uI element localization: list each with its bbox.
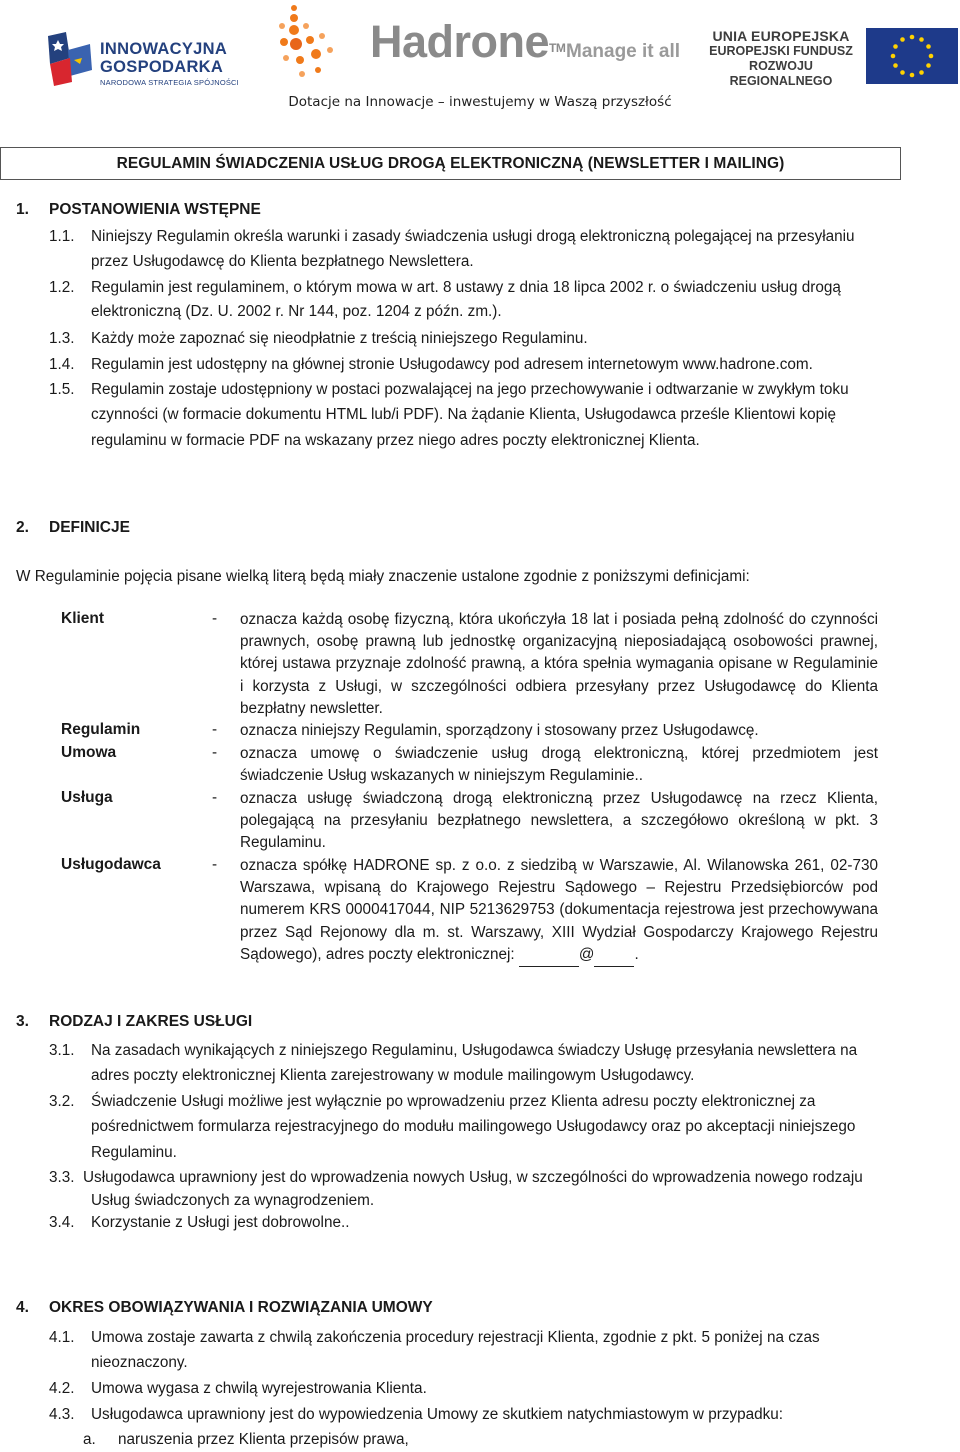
item-4-3-number: 4.3. bbox=[49, 1406, 75, 1423]
definition-text: oznacza niniejszy Regulamin, sporządzony i stosowany przez Usługodawcę. bbox=[240, 722, 759, 739]
email-blank-local bbox=[519, 944, 579, 967]
item-3-2-line: pośrednictwem formularza rejestracyjnego do modułu mailingowego Usługodawcy oraz po akceptacji niniejszego bbox=[91, 1118, 856, 1135]
item-3-3-line: Usług świadczonych za wynagrodzeniem. bbox=[91, 1192, 375, 1209]
item-1-5-line: Regulamin zostaje udostępniony w postaci pozwalającej na jego przechowywanie i odtwarzanie w zwykłym toku bbox=[91, 381, 849, 398]
document-title: REGULAMIN ŚWIADCZENIA USŁUG DROGĄ ELEKTRONICZNĄ (NEWSLETTER I MAILING) bbox=[0, 147, 901, 180]
item-1-5-line: regulaminu w formacie PDF na wskazany przez niego adres poczty elektronicznej Klienta. bbox=[91, 432, 700, 449]
item-3-1-line: adres poczty elektronicznej Klienta zarejestrowany w module mailingowym Usługodawcy. bbox=[91, 1067, 695, 1084]
ue-logo-line1: UNIA EUROPEJSKA bbox=[712, 28, 850, 44]
item-1-1-line: przez Usługodawcę do Klienta bezpłatnego Newslettera. bbox=[91, 253, 474, 270]
eu-fund-logo bbox=[704, 26, 956, 88]
item-1-5-number: 1.5. bbox=[49, 381, 75, 398]
item-1-4-line: Regulamin jest udostępny na głównej stronie Usługodawcy pod adresem internetowym www.hadrone.com. bbox=[91, 356, 813, 373]
item-1-1-number: 1.1. bbox=[49, 228, 75, 245]
definitions-intro: W Regulaminie pojęcia pisane wielką literą będą miały znaczenie ustalone zgodnie z poniższymi definicjami: bbox=[16, 568, 750, 585]
section-1-heading: POSTANOWIENIA WSTĘPNE bbox=[49, 201, 261, 218]
definition-dash: - bbox=[212, 856, 218, 873]
ue-logo-line2: EUROPEJSKI FUNDUSZ bbox=[709, 44, 853, 58]
item-4-3-line: Usługodawca uprawniony jest do wypowiedzenia Umowy ze skutkiem natychmiastowym w przypadku: bbox=[91, 1406, 784, 1423]
hadrone-dots-icon bbox=[272, 2, 368, 82]
section-2-number: 2. bbox=[16, 519, 29, 536]
definition-term: Klient bbox=[61, 610, 105, 627]
item-3-3-number: 3.3. bbox=[49, 1169, 75, 1186]
section-4-heading: OKRES OBOWIĄZYWANIA I ROZWIĄZANIA UMOWY bbox=[49, 1299, 433, 1316]
section-3-heading: RODZAJ I ZAKRES USŁUGI bbox=[49, 1013, 253, 1030]
item-1-2-number: 1.2. bbox=[49, 279, 75, 296]
email-at-sign: @ bbox=[578, 945, 595, 963]
section-2-heading: DEFINICJE bbox=[49, 519, 130, 536]
item-4-1-line: Umowa zostaje zawarta z chwilą zakończenia procedury rejestracji Klienta, zgodnie z pkt. 5 poniżej na czas bbox=[91, 1329, 820, 1346]
item-1-2-line: elektroniczną (Dz. U. 2002 r. Nr 144, poz. 1204 z późn. zm.). bbox=[91, 303, 502, 320]
section-3-number: 3. bbox=[16, 1013, 29, 1030]
item-1-2-line: Regulamin jest regulaminem, o którym mowa w art. 8 ustawy z dnia 18 lipca 2002 r. o świadczeniu usług drogą bbox=[91, 279, 841, 296]
item-4-2-number: 4.2. bbox=[49, 1380, 75, 1397]
item-3-4-number: 3.4. bbox=[49, 1214, 75, 1231]
definition-text: oznacza usługę świadczoną drogą elektroniczną przez Usługodawcę na rzecz Klienta, polegającą na przesyłaniu bezpłatnego newslettera, a szczegółowo określoną w pkt. 3 Regulaminu. bbox=[240, 790, 878, 852]
item-1-3-number: 1.3. bbox=[49, 330, 75, 347]
ig-logo-mark-icon bbox=[44, 30, 96, 88]
item-3-2-line: Świadczenie Usługi możliwe jest wyłącznie po wprowadzeniu przez Klienta adresu poczty elektronicznej za bbox=[91, 1093, 816, 1110]
definition-term: Umowa bbox=[61, 744, 117, 761]
section-4-number: 4. bbox=[16, 1299, 29, 1316]
eu-flag-icon bbox=[866, 28, 958, 84]
email-blank-domain bbox=[594, 944, 634, 967]
hadrone-logo bbox=[272, 2, 692, 82]
ue-logo-line3: ROZWOJU REGIONALNEGO bbox=[729, 59, 833, 88]
definition-text: oznacza każdą osobę fizyczną, która ukończyła 18 lat i posiada pełną zdolność do czynności prawnych, osobę prawną lub jednostkę organizacyjną nieposiadającą osobowości prawnej, której ustawa przyznaje zdolność prawną, a która spełnia wymagania opisane w Regulaminie i korzysta z Usługi, w szczególności odbiera przesyłany przez Usługodawcę do Klienta bezpłatny newsletter. bbox=[240, 611, 878, 717]
definition-text: oznacza umowę o świadczenie usług drogą elektroniczną, której przedmiotem jest świadczenie Usług wskazanych w niniejszym Regulaminie.. bbox=[240, 745, 878, 785]
item-4-3-a-letter: a. bbox=[83, 1431, 96, 1448]
ig-logo-line3: NARODOWA STRATEGIA SPÓJNOŚCI bbox=[100, 78, 239, 87]
item-1-1-line: Niniejszy Regulamin określa warunki i zasady świadczenia usługi drogą elektroniczną polegającej na przesyłaniu bbox=[91, 228, 855, 245]
section-1-number: 1. bbox=[16, 201, 29, 218]
hadrone-tagline: Manage it all bbox=[566, 41, 681, 62]
item-3-2-number: 3.2. bbox=[49, 1093, 75, 1110]
item-3-3-line: Usługodawca uprawniony jest do wprowadzenia nowych Usług, w szczególności do wprowadzenia nowego rodzaju bbox=[83, 1169, 863, 1186]
ig-logo-line2: GOSPODARKA bbox=[100, 58, 224, 76]
hadrone-wordmark: Hadrone™ bbox=[370, 16, 566, 67]
item-1-5-line: czynności (w formacie dokumentu HTML lub/i PDF). Na żądanie Klienta, Usługodawca prześle Klientowi kopię bbox=[91, 406, 837, 423]
item-3-4-line: Korzystanie z Usługi jest dobrowolne.. bbox=[91, 1214, 350, 1231]
item-4-1-number: 4.1. bbox=[49, 1329, 75, 1346]
ig-logo-line1: INNOWACYJNA bbox=[100, 40, 228, 58]
definition-term: Usługa bbox=[61, 789, 113, 806]
innowacyjna-gospodarka-logo bbox=[44, 26, 254, 90]
item-3-1-number: 3.1. bbox=[49, 1042, 75, 1059]
item-3-1-line: Na zasadach wynikających z niniejszego Regulaminu, Usługodawca świadczy Usługę przesyłania newslettera na bbox=[91, 1042, 858, 1059]
definition-term: Usługodawca bbox=[61, 856, 161, 873]
definition-text: oznacza spółkę HADRONE sp. z o.o. z siedzibą w Warszawie, Al. Wilanowska 261, 02-730 Warszawa, wpisaną do Krajowego Rejestru Sądowego – Rejestru Przedsiębiorców pod numerem KRS 0000417044, NIP 5213629753 (dokumentacja rejestrowa jest przechowywana przez Sąd Rejonowy dla m. st. Warszawy, XIII Wydział Gospodarczy Krajowego Rejestru Sądowego), adres poczty elektronicznej: @ . bbox=[240, 855, 878, 967]
item-1-4-number: 1.4. bbox=[49, 356, 75, 373]
item-4-1-line: nieoznaczony. bbox=[91, 1354, 188, 1371]
header-motto: Dotacje na Innowacje – inwestujemy w Waszą przyszłość bbox=[288, 94, 672, 110]
item-3-2-line: Regulaminu. bbox=[91, 1144, 177, 1161]
item-1-3-line: Każdy może zapoznać się nieodpłatnie z treścią niniejszego Regulaminu. bbox=[91, 330, 588, 347]
definition-dash: - bbox=[212, 610, 218, 627]
definition-dash: - bbox=[212, 721, 218, 738]
item-4-2-line: Umowa wygasa z chwilą wyrejestrowania Klienta. bbox=[91, 1380, 427, 1397]
definition-dash: - bbox=[212, 744, 218, 761]
item-4-3-a-line: naruszenia przez Klienta przepisów prawa, bbox=[118, 1431, 409, 1448]
definition-dash: - bbox=[212, 789, 218, 806]
definition-term: Regulamin bbox=[61, 721, 141, 738]
